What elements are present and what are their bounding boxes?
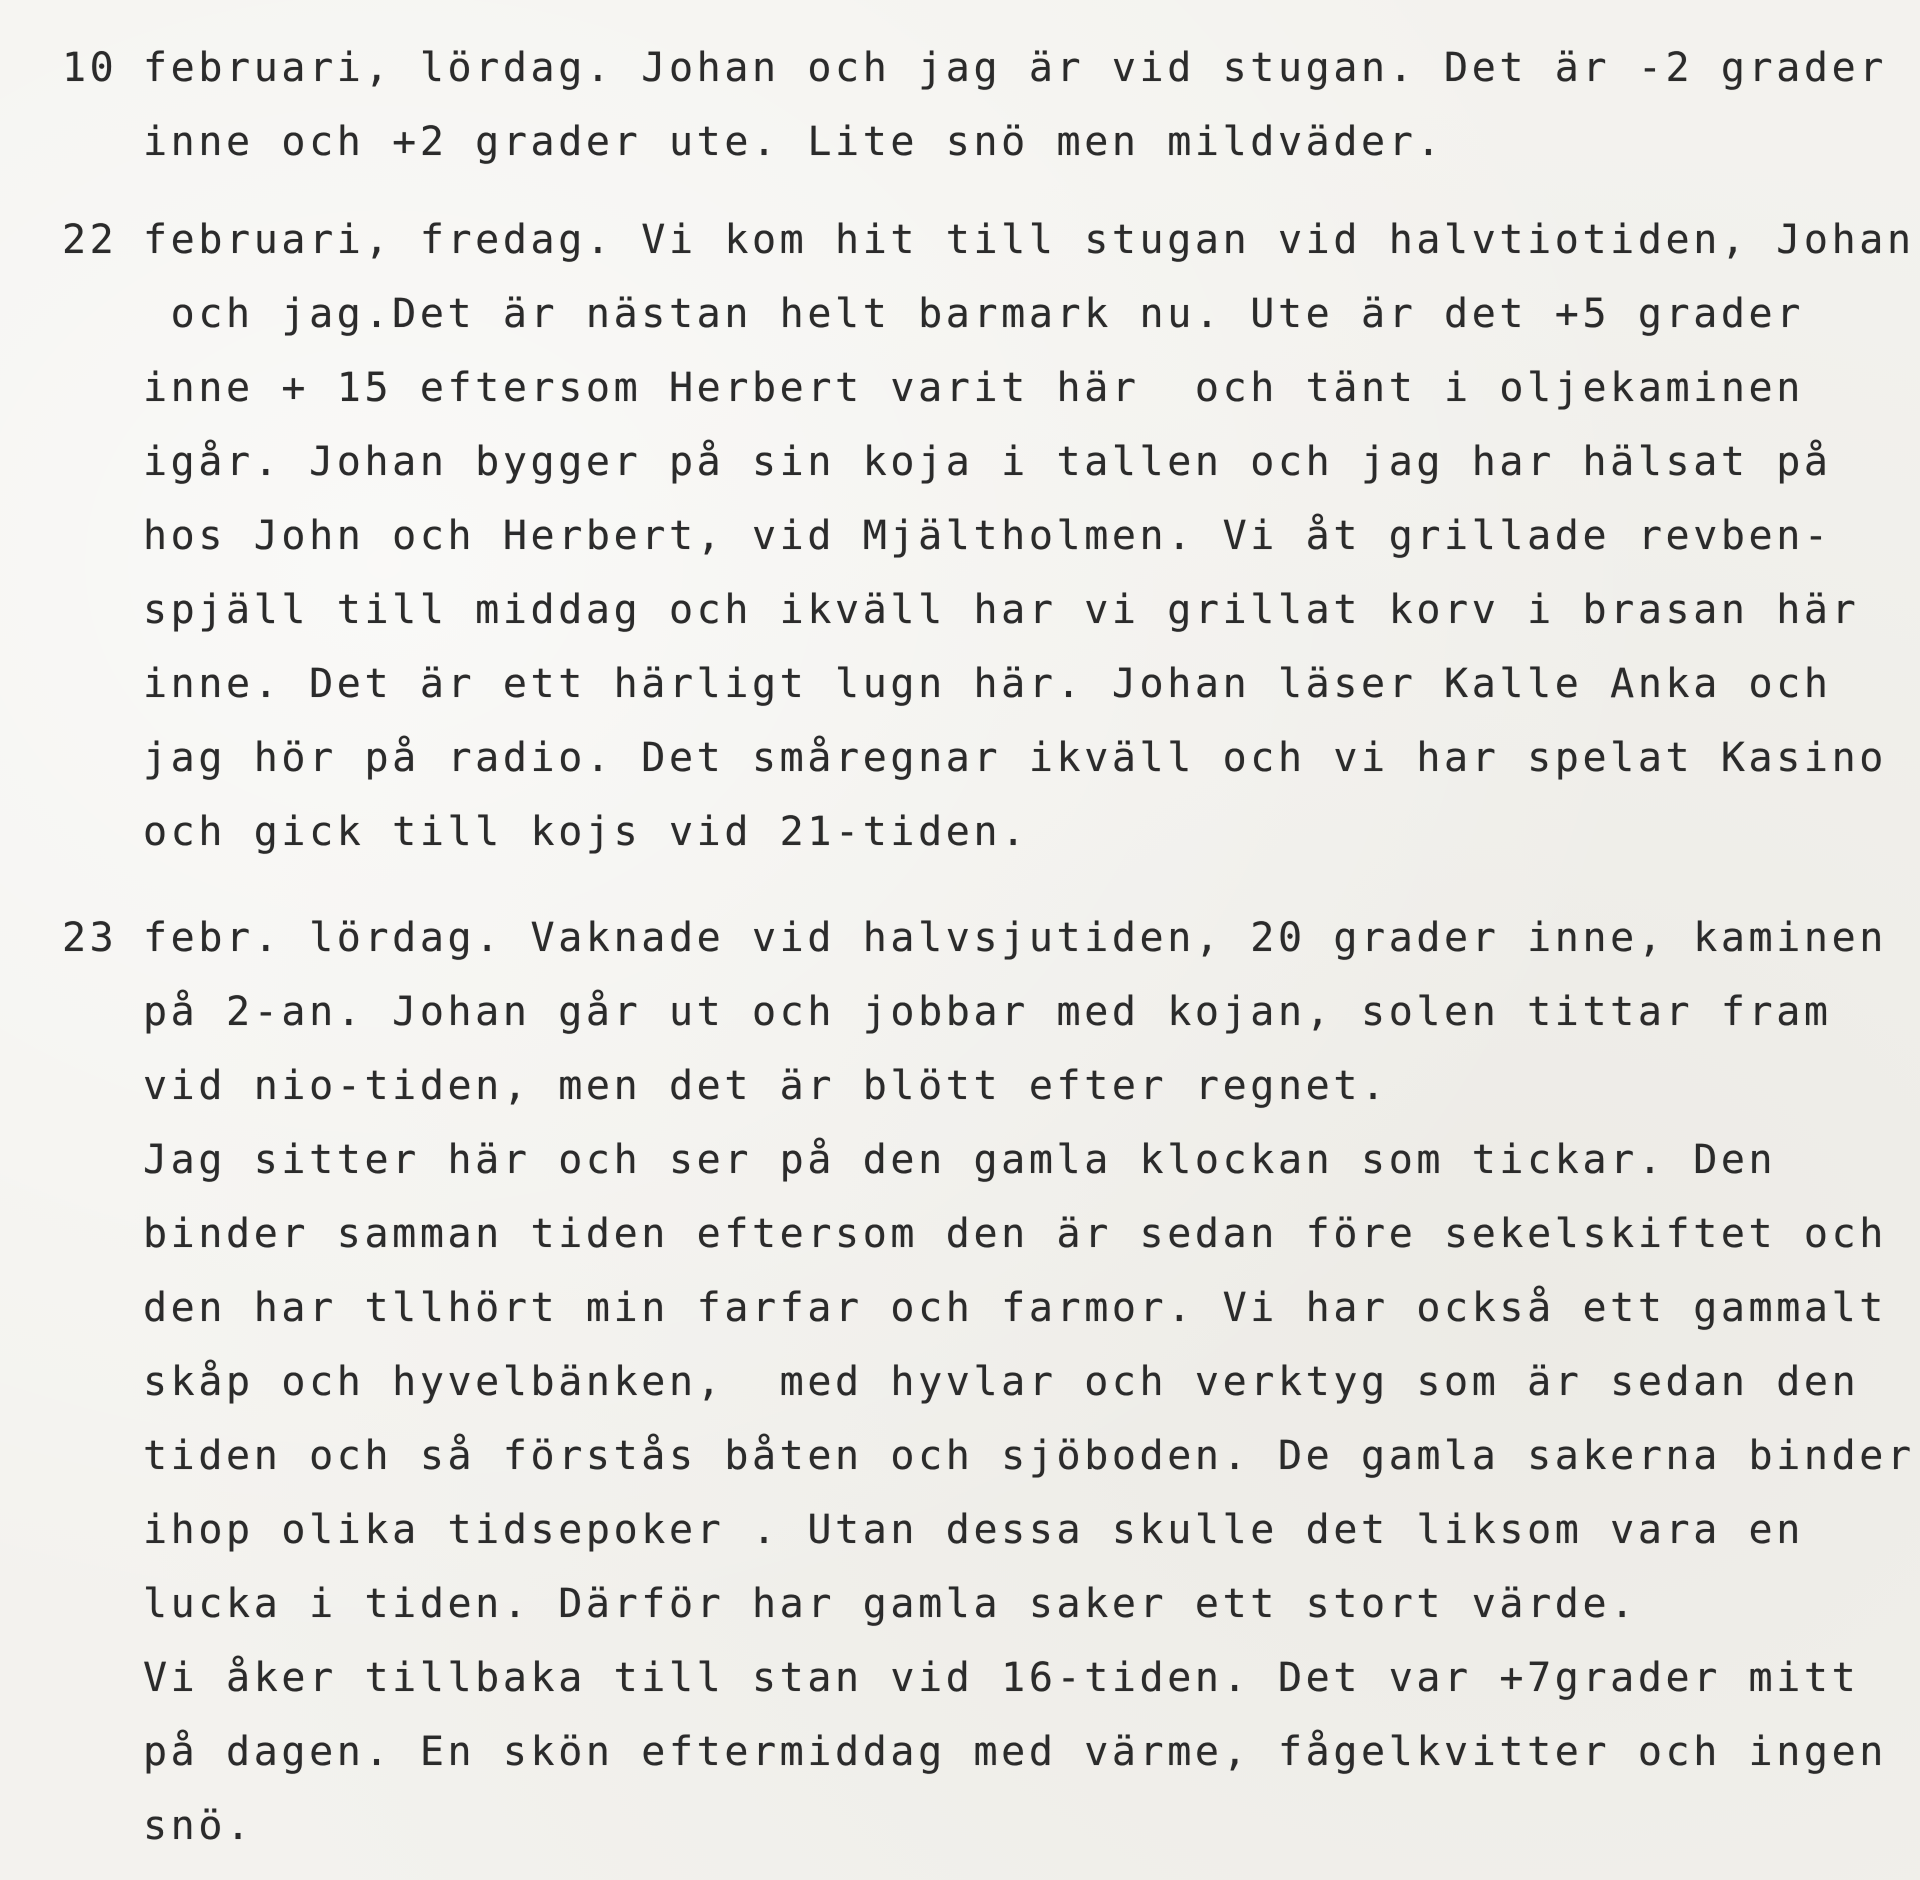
text-line: hos John och Herbert, vid Mjältholmen. Vi åt grillade revben- bbox=[143, 513, 1832, 559]
text-line: inne och +2 grader ute. Lite snö men mildväder. bbox=[143, 119, 1445, 165]
text-line: spjäll till middag och ikväll har vi grillat korv i brasan här bbox=[143, 587, 1860, 633]
text-line: ihop olika tidsepoker . Utan dessa skulle det liksom vara en bbox=[143, 1507, 1804, 1553]
entry-day-number: 22 bbox=[62, 217, 118, 263]
text-line: jag hör på radio. Det småregnar ikväll och vi har spelat Kasino bbox=[143, 735, 1887, 781]
text-line: på 2-an. Johan går ut och jobbar med kojan, solen tittar fram bbox=[143, 989, 1832, 1035]
text-line: tiden och så förstås båten och sjöboden. De gamla sakerna binder bbox=[143, 1433, 1915, 1479]
text-line: Jag sitter här och ser på den gamla klockan som tickar. Den bbox=[143, 1137, 1777, 1183]
text-line: skåp och hyvelbänken, med hyvlar och verktyg som är sedan den bbox=[143, 1359, 1860, 1405]
text-line: lucka i tiden. Därför har gamla saker ett stort värde. bbox=[143, 1581, 1638, 1627]
text-line: febr. lördag. Vaknade vid halvsjutiden, 20 grader inne, kaminen bbox=[143, 915, 1887, 961]
entry-day-number: 10 bbox=[62, 45, 118, 91]
text-line: Vi åker tillbaka till stan vid 16-tiden. Det var +7grader mitt bbox=[143, 1655, 1860, 1701]
text-line: februari, fredag. Vi kom hit till stugan vid halvtiotiden, Johan bbox=[143, 217, 1915, 263]
text-line: igår. Johan bygger på sin koja i tallen och jag har hälsat på bbox=[143, 439, 1832, 485]
entry-day-number: 23 bbox=[62, 915, 118, 961]
text-line: på dagen. En skön eftermiddag med värme, fågelkvitter och ingen bbox=[143, 1729, 1887, 1775]
text-line: snö. bbox=[143, 1803, 254, 1849]
text-line: inne + 15 eftersom Herbert varit här och tänt i oljekaminen bbox=[143, 365, 1804, 411]
text-line: den har tllhört min farfar och farmor. Vi har också ett gammalt bbox=[143, 1285, 1887, 1331]
text-line: februari, lördag. Johan och jag är vid stugan. Det är -2 grader bbox=[143, 45, 1887, 91]
text-line: inne. Det är ett härligt lugn här. Johan läser Kalle Anka och bbox=[143, 661, 1832, 707]
text-line: binder samman tiden eftersom den är sedan före sekelskiftet och bbox=[143, 1211, 1887, 1257]
text-line: och gick till kojs vid 21-tiden. bbox=[143, 809, 1029, 855]
text-line: och jag.Det är nästan helt barmark nu. Ute är det +5 grader bbox=[143, 291, 1804, 337]
text-line: vid nio-tiden, men det är blött efter regnet. bbox=[143, 1063, 1389, 1109]
